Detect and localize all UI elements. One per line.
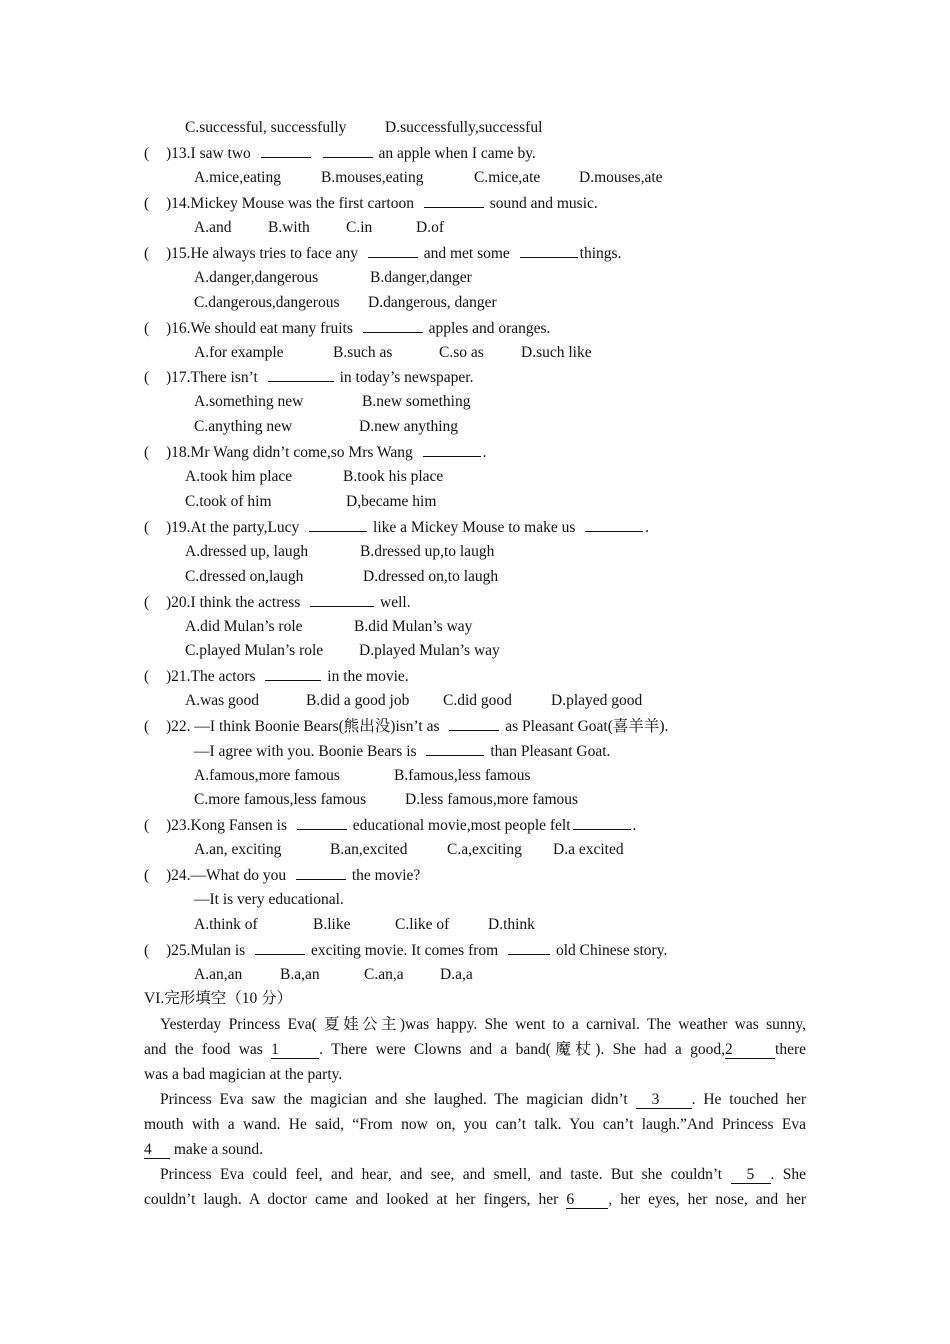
q16-options	[194, 343, 592, 363]
option-b: B.new something	[362, 393, 471, 410]
answer-blank	[296, 865, 346, 880]
option-a: A.famous,more famous	[194, 767, 340, 784]
option-d: D.less famous,more famous	[405, 791, 579, 808]
answer-blank	[261, 143, 311, 158]
q12-option-c: C.successful, successfully	[185, 119, 347, 136]
question-stem-tail: in the movie.	[327, 668, 409, 685]
option-c: C.dangerous,dangerous	[194, 294, 340, 311]
answer-blank	[520, 243, 578, 258]
option-b: B.took his place	[343, 468, 444, 485]
question-stem: )17.There isn’t	[166, 369, 258, 386]
question-stem: )23.Kong Fansen is	[166, 817, 287, 834]
answer-blank	[573, 815, 631, 830]
question-14	[144, 193, 598, 214]
q22-options-cd	[194, 790, 578, 810]
option-c: C.did good	[443, 692, 512, 709]
q13-options	[194, 168, 663, 188]
cloze-line	[144, 1087, 806, 1112]
option-a: A.danger,dangerous	[194, 269, 319, 286]
answer-paren: (	[144, 867, 150, 884]
answer-blank	[368, 243, 418, 258]
option-b: B.dressed up,to laugh	[360, 543, 495, 560]
option-a: A.and	[194, 219, 232, 236]
option-c: C.a,exciting	[447, 841, 522, 858]
option-a: A.took him place	[185, 468, 293, 485]
cloze-blank-3: 3	[636, 1092, 692, 1109]
q12-option-d: D.successfully,successful	[385, 119, 543, 136]
option-c: C.like of	[395, 916, 450, 933]
answer-paren: (	[144, 519, 150, 536]
option-b: B.mouses,eating	[321, 169, 424, 186]
q25-options	[194, 965, 473, 985]
option-a: A.was good	[185, 692, 260, 709]
cloze-blank-4: 4	[144, 1142, 170, 1159]
question-stem-mid: and met some	[423, 245, 510, 262]
option-a: A.mice,eating	[194, 169, 281, 186]
question-stem: )18.Mr Wang didn’t come,so Mrs Wang	[166, 444, 413, 461]
cloze-text: , her eyes, her nose, and her	[608, 1191, 806, 1208]
option-a: A.for example	[194, 344, 284, 361]
q22-options-ab	[194, 766, 530, 786]
cloze-line: Yesterday Princess Eva( 夏娃公主)was happy. She went to a carnival. The weather was sunny,	[160, 1016, 806, 1033]
answer-blank	[309, 517, 367, 532]
question-23	[144, 815, 636, 836]
question-25	[144, 940, 667, 961]
option-b: B.with	[268, 219, 310, 236]
q17-options-ab	[194, 392, 471, 412]
cloze-line	[144, 1162, 806, 1187]
answer-paren: (	[144, 245, 150, 262]
q17-options-cd	[194, 417, 458, 437]
option-a: A.think of	[194, 916, 258, 933]
question-stem-line2: —I agree with you. Boonie Bears is	[194, 743, 417, 760]
question-stem-tail: well.	[380, 594, 411, 611]
question-stem-mid: educational movie,most people felt	[352, 817, 571, 834]
question-stem-tail: sound and music.	[489, 195, 598, 212]
question-19	[144, 517, 649, 538]
option-d: D.of	[416, 219, 444, 236]
question-stem-mid: exciting movie. It comes from	[310, 942, 499, 959]
answer-blank	[310, 592, 374, 607]
option-d: D.a,a	[440, 966, 473, 983]
option-a: A.an,an	[194, 966, 243, 983]
question-stem-tail: things.	[579, 245, 622, 262]
question-stem-line2: —It is very educational.	[194, 891, 344, 908]
answer-blank	[323, 143, 373, 158]
cloze-text: . There were Clowns and a band(魔杖). She had a good,	[319, 1041, 726, 1058]
q20-options-ab	[185, 617, 472, 637]
option-d: D.think	[488, 916, 535, 933]
option-c: C.dressed on,laugh	[185, 568, 304, 585]
q14-options	[194, 218, 444, 238]
option-c: C.more famous,less famous	[194, 791, 367, 808]
question-stem: )21.The actors	[166, 668, 256, 685]
option-b: B.an,excited	[330, 841, 408, 858]
cloze-line	[144, 1037, 806, 1062]
question-stem: )25.Mulan is	[166, 942, 246, 959]
question-13	[144, 143, 536, 164]
answer-paren: (	[144, 594, 150, 611]
answer-blank	[449, 716, 499, 731]
option-c: C.so as	[439, 344, 484, 361]
question-20	[144, 592, 411, 613]
option-d: D.played Mulan’s way	[359, 642, 500, 659]
option-b: B.such as	[333, 344, 393, 361]
question-stem-line2-tail: than Pleasant Goat.	[490, 743, 611, 760]
option-d: D.a excited	[553, 841, 624, 858]
answer-paren: (	[144, 444, 150, 461]
question-stem-tail: in today’s newspaper.	[339, 369, 474, 386]
question-21	[144, 666, 409, 687]
option-a: A.did Mulan’s role	[185, 618, 303, 635]
option-d: D.new anything	[359, 418, 459, 435]
option-d: D.mouses,ate	[579, 169, 663, 186]
cloze-text: . He touched her	[691, 1091, 807, 1108]
q12-options-cd	[185, 118, 542, 138]
option-b: B.famous,less famous	[394, 767, 531, 784]
question-stem: )24.—What do you	[166, 867, 287, 884]
option-d: D.dangerous, danger	[368, 294, 497, 311]
cloze-line: was a bad magician at the party.	[144, 1066, 343, 1083]
q22-dialogue-line	[194, 741, 610, 762]
question-stem: )14.Mickey Mouse was the first cartoon	[166, 195, 414, 212]
option-d: D.played good	[551, 692, 643, 709]
cloze-passage	[144, 1012, 806, 1212]
q23-options	[194, 840, 624, 860]
question-stem-tail: apples and oranges.	[428, 320, 551, 337]
option-a: A.dressed up, laugh	[185, 543, 309, 560]
option-c: C.took of him	[185, 493, 272, 510]
q21-options	[185, 691, 642, 711]
question-stem-tail: as Pleasant Goat(喜羊羊).	[505, 718, 669, 735]
answer-blank	[363, 318, 423, 333]
q19-options-cd	[185, 567, 498, 587]
q20-options-cd	[185, 641, 500, 661]
question-stem-mid: like a Mickey Mouse to make us	[373, 519, 576, 536]
option-d: D.dressed on,to laugh	[363, 568, 499, 585]
answer-paren: (	[144, 320, 150, 337]
cloze-blank-6: 6	[566, 1192, 608, 1209]
q18-options-ab	[185, 467, 443, 487]
question-stem: )19.At the party,Lucy	[166, 519, 300, 536]
answer-blank	[423, 442, 481, 457]
q15-options-cd	[194, 293, 497, 313]
answer-paren: (	[144, 145, 150, 162]
answer-blank	[297, 815, 347, 830]
option-a: A.something new	[194, 393, 304, 410]
option-c: C.in	[346, 219, 373, 236]
option-a: A.an, exciting	[194, 841, 282, 858]
question-stem: )15.He always tries to face any	[166, 245, 358, 262]
cloze-text: couldn’t laugh. A doctor came and looked at her fingers, her	[144, 1191, 559, 1208]
section-title: VI.完形填空（10 分）	[144, 990, 293, 1007]
cloze-text: Princess Eva could feel, and hear, and see, and smell, and taste. But she couldn’t	[160, 1166, 723, 1183]
option-b: B.danger,danger	[370, 269, 472, 286]
question-stem-tail: .	[632, 817, 637, 834]
option-c: C.an,a	[364, 966, 404, 983]
answer-blank	[255, 940, 305, 955]
answer-paren: (	[144, 942, 150, 959]
answer-blank	[268, 367, 334, 382]
option-d: D.such like	[521, 344, 592, 361]
question-stem: )16.We should eat many fruits	[166, 320, 353, 337]
answer-paren: (	[144, 369, 150, 386]
option-b: B.like	[313, 916, 351, 933]
answer-blank	[585, 517, 643, 532]
question-17	[144, 367, 473, 388]
option-c: C.mice,ate	[474, 169, 541, 186]
cloze-text: there	[775, 1041, 806, 1058]
cloze-blank-2: 2	[725, 1042, 775, 1059]
cloze-line: mouth with a wand. He said, “From now on, you can’t talk. You can’t laugh.”And Princess Eva	[144, 1116, 806, 1133]
q24-options	[194, 915, 535, 935]
question-stem-tail: .	[645, 519, 650, 536]
q15-options-ab	[194, 268, 472, 288]
cloze-text: Princess Eva saw the magician and she laughed. The magician didn’t	[160, 1091, 628, 1108]
cloze-line	[144, 1187, 806, 1212]
answer-blank	[508, 940, 550, 955]
q19-options-ab	[185, 542, 494, 562]
question-22	[144, 716, 668, 737]
question-18	[144, 442, 487, 463]
answer-paren: (	[144, 817, 150, 834]
answer-paren: (	[144, 195, 150, 212]
question-stem: )20.I think the actress	[166, 594, 301, 611]
question-stem: )13.I saw two	[166, 145, 251, 162]
question-stem-tail: the movie?	[351, 867, 421, 884]
option-b: B.did a good job	[306, 692, 410, 709]
cloze-line	[144, 1137, 806, 1162]
q24-dialogue-line	[194, 890, 344, 910]
question-stem-tail: an apple when I came by.	[378, 145, 536, 162]
question-15	[144, 243, 621, 264]
question-stem-tail: old Chinese story.	[555, 942, 668, 959]
option-d: D,became him	[346, 493, 437, 510]
question-24	[144, 865, 420, 886]
cloze-text: . She	[770, 1166, 807, 1183]
answer-blank	[426, 741, 484, 756]
cloze-text: and the food was	[144, 1041, 263, 1058]
answer-blank	[424, 193, 484, 208]
cloze-blank-5: 5	[731, 1167, 771, 1184]
question-16	[144, 318, 550, 339]
answer-paren: (	[144, 668, 150, 685]
cloze-text: make a sound.	[173, 1141, 263, 1158]
question-stem-tail: .	[482, 444, 487, 461]
q18-options-cd	[185, 492, 436, 512]
option-c: C.played Mulan’s role	[185, 642, 324, 659]
cloze-blank-1: 1	[271, 1042, 319, 1059]
option-b: B.did Mulan’s way	[354, 618, 473, 635]
option-c: C.anything new	[194, 418, 293, 435]
answer-paren: (	[144, 718, 150, 735]
question-stem: )22. —I think Boonie Bears(熊出没)isn’t as	[166, 718, 440, 735]
option-b: B.a,an	[280, 966, 320, 983]
answer-blank	[265, 666, 321, 681]
